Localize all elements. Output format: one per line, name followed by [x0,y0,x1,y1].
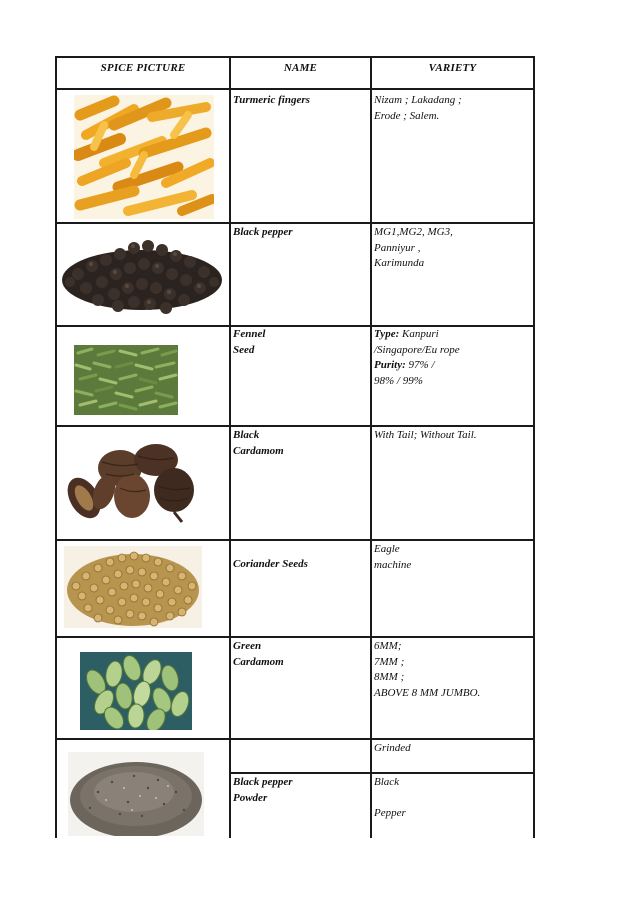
sub-row-divider [229,772,535,774]
name-line: Cardamom [233,444,284,457]
fennel-seed-photo [74,345,178,415]
purity-label: Purity: [374,359,406,371]
variety-line: 8MM ; [374,671,405,683]
green-cardamom-photo [80,652,192,730]
variety-line: Panniyur , [374,241,421,254]
black-pepper-photo [58,230,226,315]
variety-line: Pepper [374,807,406,819]
spice-name: Coriander Seeds [233,558,308,570]
purity-value: 97% / [405,359,435,371]
type-value: Kanpuri [399,328,439,340]
name-line: Fennel [233,328,266,340]
variety-line: Black [374,776,400,788]
variety-line: machine [374,558,412,571]
spice-variety [374,327,460,389]
variety-line: MG1,MG2, MG3, [374,226,453,238]
variety-line: Karimunda [374,257,425,269]
row-divider [55,636,535,638]
variety-line [374,327,460,343]
variety-line: With Tail; Without Tail. [374,429,477,441]
coriander-seeds-photo [64,546,202,628]
variety-line: Eagle [374,543,400,555]
name-line: Powder [233,791,268,804]
black-cardamom-photo [62,438,202,524]
name-line: Green [233,640,262,652]
spice-variety [374,775,406,822]
column-divider [229,56,231,838]
name-line: Cardamom [233,655,284,668]
variety-line: 7MM ; [374,655,405,668]
variety-line: ABOVE 8 MM JUMBO. [374,686,481,699]
name-line: Black pepper [233,776,293,788]
header-variety: VARIETY [428,62,477,74]
spice-name [233,775,293,806]
table-border-left [55,56,57,838]
variety-line [374,791,406,807]
variety-line: Nizam ; Lakadang ; [374,94,462,106]
row-divider [55,425,535,427]
variety-line: 98% / 99% [374,374,423,387]
variety-line: Erode ; Salem. [374,109,440,122]
spice-variety [374,639,480,701]
name-line: Black [233,429,260,441]
header-divider [55,88,535,90]
spice-variety [374,428,477,444]
variety-line: 6MM; [374,640,402,652]
variety-line: /Singapore/Eu rope [374,343,460,356]
spice-name [233,428,284,459]
table-border-top [55,56,535,58]
table-border-right [533,56,535,838]
turmeric-fingers-photo [74,95,214,219]
spice-name: Turmeric fingers [233,94,310,106]
row-divider [55,738,535,740]
spice-name: Black pepper [233,226,293,238]
spice-variety-top: Grinded [374,742,411,754]
header-name: NAME [283,62,318,74]
spice-variety [374,93,462,124]
row-divider [55,325,535,327]
spice-variety [374,225,453,272]
spice-name [233,327,265,358]
spice-name [233,639,284,670]
variety-line [374,358,460,374]
column-divider [370,56,372,838]
black-pepper-powder-photo [68,752,204,836]
type-label: Type: [374,328,400,340]
spice-variety [374,542,411,573]
name-line: Seed [233,343,255,356]
row-divider [55,222,535,224]
header-spice-picture: SPICE PICTURE [100,62,186,74]
row-divider [55,539,535,541]
